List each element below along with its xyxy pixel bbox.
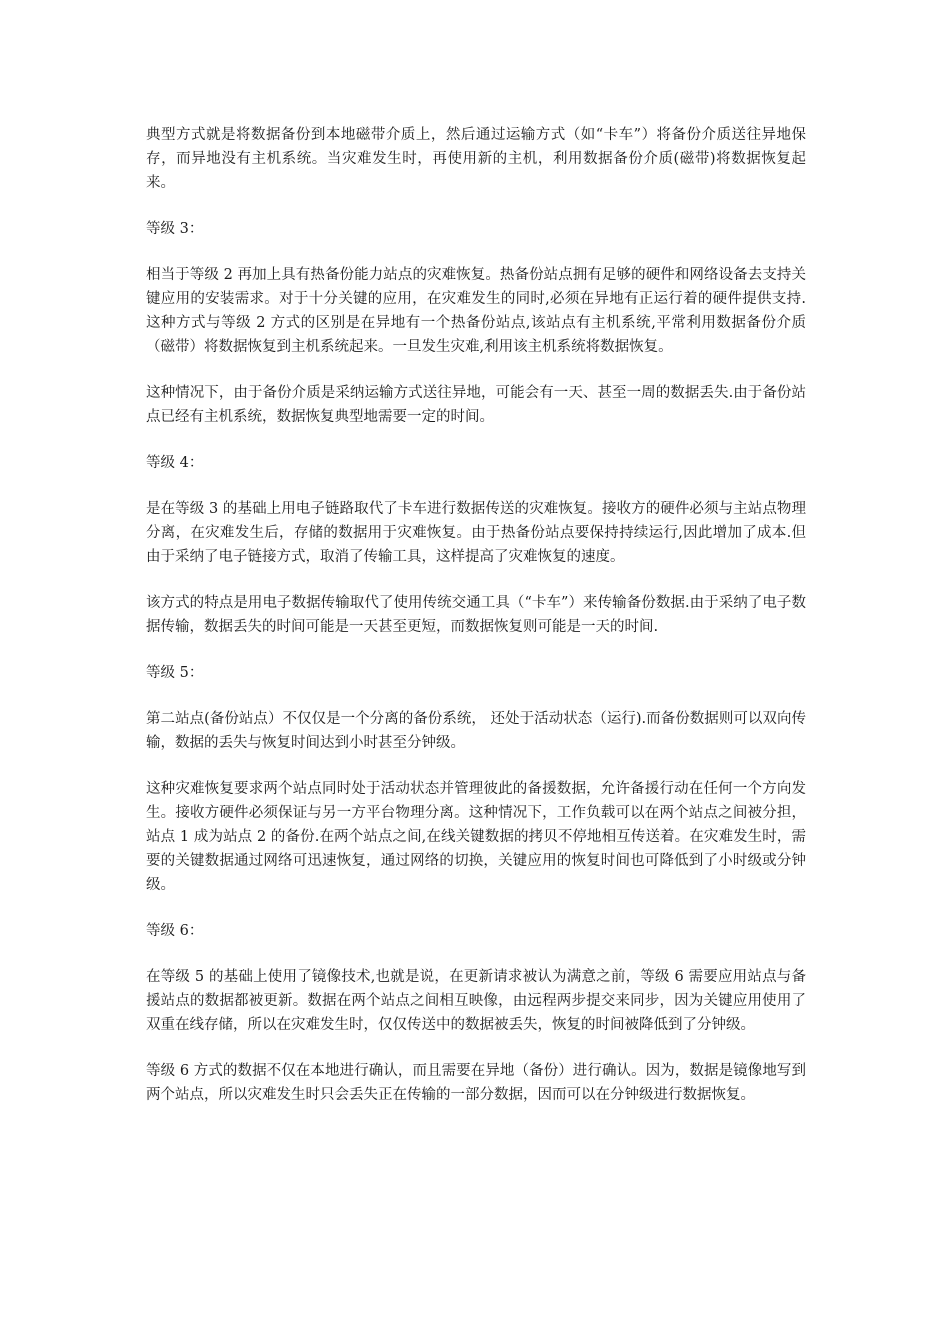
paragraph-level-5-requirements: 这种灾难恢复要求两个站点同时处于活动状态并管理彼此的备援数据，允许备援行动在任何一个方向发生。接收方硬件必须保证与另一方平台物理分离。这种情况下，工作负载可以在两个站点之间被分担，站点 1 成为站点 2 的备份.在两个站点之间,在线关键数据的拷贝不停地相互传送着。在灾难发生时，需要的关键数据通过网络可迅速恢复，通过网络的切换，关键应用的恢复时间也可降低到了小时级或分钟级。 — [146, 781, 806, 893]
paragraph-level-6-confirmation: 等级 6 方式的数据不仅在本地进行确认，而且需要在异地（备份）进行确认。因为，数据是镜像地写到两个站点，所以灾难发生时只会丢失正在传输的一部分数据，因而可以在分钟级进行数据恢复。 — [146, 1063, 806, 1103]
paragraph-level-3-description: 相当于等级 2 再加上具有热备份能力站点的灾难恢复。热备份站点拥有足够的硬件和网络设备去支持关键应用的安装需求。对于十分关键的应用，在灾难发生的同时,必须在异地有正运行着的硬件提供支持.这种方式与等级 2 方式的区别是在异地有一个热备份站点,该站点有主机系统,平常利用数据备份介质（磁带）将数据恢复到主机系统起来。一旦发生灾难,利用该主机系统将数据恢复。 — [146, 267, 806, 355]
heading-level-5: 等级 5： — [146, 665, 204, 681]
heading-level-3: 等级 3： — [146, 221, 204, 237]
paragraph-level-4-description: 是在等级 3 的基础上用电子链路取代了卡车进行数据传送的灾难恢复。接收方的硬件必须与主站点物理分离，在灾难发生后，存储的数据用于灾难恢复。由于热备份站点要保持持续运行,因此增加了成本.但由于采纳了电子链接方式，取消了传输工具，这样提高了灾难恢复的速度。 — [146, 501, 806, 565]
heading-level-4: 等级 4： — [146, 455, 204, 471]
heading-level-6: 等级 6： — [146, 923, 204, 939]
document-body — [146, 123, 806, 1129]
paragraph-level-5-description: 第二站点(备份站点）不仅仅是一个分离的备份系统， 还处于活动状态（运行).而备份数据则可以双向传输，数据的丢失与恢复时间达到小时甚至分钟级。 — [146, 711, 806, 751]
paragraph-tape-backup: 典型方式就是将数据备份到本地磁带介质上，然后通过运输方式（如“卡车”）将备份介质送往异地保存，而异地没有主机系统。当灾难发生时，再使用新的主机，利用数据备份介质(磁带)将数据恢复起来。 — [146, 127, 806, 191]
paragraph-level-3-data-loss: 这种情况下，由于备份介质是采纳运输方式送往异地，可能会有一天、甚至一周的数据丢失.由于备份站点已经有主机系统，数据恢复典型地需要一定的时间。 — [146, 385, 806, 425]
paragraph-level-4-features: 该方式的特点是用电子数据传输取代了使用传统交通工具（“卡车”）来传输备份数据.由于采纳了电子数据传输，数据丢失的时间可能是一天甚至更短，而数据恢复则可能是一天的时间. — [146, 595, 806, 635]
paragraph-level-6-description: 在等级 5 的基础上使用了镜像技术,也就是说，在更新请求被认为满意之前，等级 6 需要应用站点与备援站点的数据都被更新。数据在两个站点之间相互映像，由远程两步提交来同步，因为关键应用使用了双重在线存储，所以在灾难发生时，仅仅传送中的数据被丢失，恢复的时间被降低到了分钟级。 — [146, 969, 806, 1033]
